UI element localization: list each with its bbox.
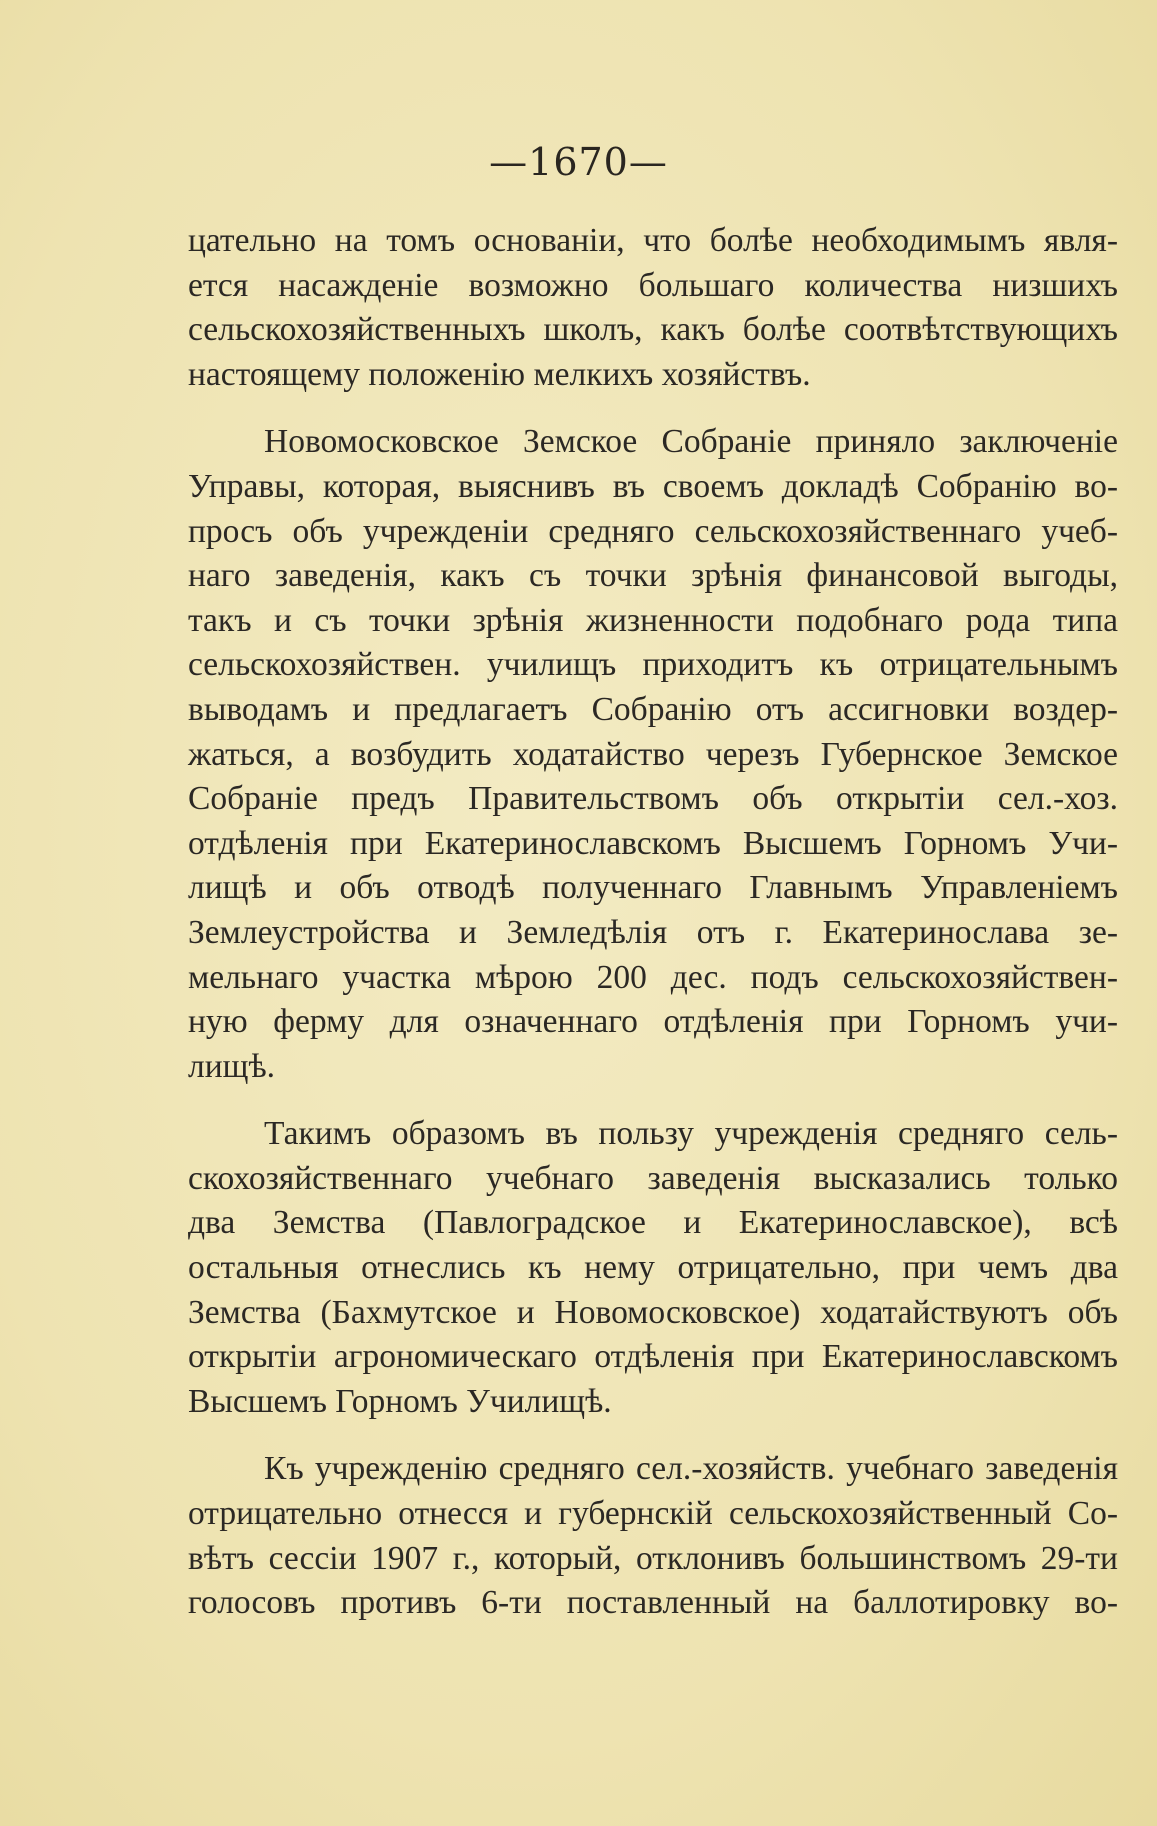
text-line: настоящему положенію мелкихъ хозяйствъ.	[188, 355, 811, 393]
text-line: Къ учрежденію средняго сел.-хозяйств. учебнаго заведенія	[264, 1450, 1118, 1488]
text-line: скохозяйственнаго учебнаго заведенія высказались только	[188, 1159, 1118, 1197]
page-number: —1670—	[489, 140, 668, 184]
text-line: Земства (Бахмутское и Новомосковское) ходатайствуютъ объ	[188, 1293, 1118, 1331]
text-line: вѣтъ сессіи 1907 г., который, отклонивъ большинствомъ 29-ти	[188, 1539, 1118, 1577]
text-line: Такимъ образомъ въ пользу учрежденія средняго сель-	[264, 1115, 1118, 1153]
text-line: цательно на томъ основаніи, что болѣе необходимымъ явля-	[188, 222, 1118, 259]
text-line: два Земства (Павлоградское и Екатеринославское), всѣ	[188, 1204, 1118, 1242]
text-line: ется насажденіе возможно большаго количества низшихъ	[188, 266, 1118, 304]
text-line: выводамъ и предлагаетъ Собранію отъ ассигновки воздер-	[188, 690, 1118, 728]
text-line: Новомосковское Земское Собраніе приняло заключеніе	[264, 423, 1118, 461]
text-line: такъ и съ точки зрѣнія жизненности подобнаго рода типа	[188, 601, 1118, 639]
text-line: лищѣ и объ отводѣ полученнаго Главнымъ Управленіемъ	[188, 869, 1118, 907]
text-line: голосовъ противъ 6-ти поставленный на баллотировку во-	[188, 1584, 1118, 1622]
paragraph-4	[188, 1447, 1118, 1625]
text-line: Высшемъ Горномъ Училищѣ.	[188, 1382, 612, 1420]
text-line: сельскохозяйственныхъ школъ, какъ болѣе соотвѣтствующихъ	[188, 311, 1118, 349]
text-line: ную ферму для означеннаго отдѣленія при Горномъ учи-	[188, 1003, 1118, 1041]
text-line: открытіи агрономическаго отдѣленія при Екатеринославскомъ	[188, 1338, 1118, 1376]
text-line: сельскохозяйствен. училищъ приходитъ къ отрицательнымъ	[188, 646, 1118, 684]
text-line: отдѣленія при Екатеринославскомъ Высшемъ Горномъ Учи-	[188, 824, 1118, 862]
paragraph-1	[188, 219, 1118, 397]
text-line: мельнаго участка мѣрою 200 дес. подъ сельскохозяйствен-	[188, 958, 1118, 996]
body-text	[188, 219, 1118, 1626]
text-line: отрицательно отнесся и губернскій сельскохозяйственный Со-	[188, 1495, 1118, 1533]
text-line: Собраніе предъ Правительствомъ объ открытіи сел.-хоз.	[188, 780, 1118, 818]
text-line: остальныя отнеслись къ нему отрицательно, при чемъ два	[188, 1249, 1118, 1287]
text-line: Землеустройства и Земледѣлія отъ г. Екатеринослава зе-	[188, 913, 1118, 951]
text-line: просъ объ учрежденіи средняго сельскохозяйственнаго учеб-	[188, 512, 1118, 550]
text-line: лищѣ.	[188, 1047, 276, 1085]
text-line: наго заведенія, какъ съ точки зрѣнія финансовой выгоды,	[188, 557, 1118, 595]
text-line: Управы, которая, выяснивъ въ своемъ докладѣ Собранію во-	[188, 467, 1118, 505]
text-line: жаться, а возбудить ходатайство черезъ Губернское Земское	[188, 735, 1118, 773]
paragraph-2	[188, 420, 1118, 1089]
paragraph-3	[188, 1112, 1118, 1424]
